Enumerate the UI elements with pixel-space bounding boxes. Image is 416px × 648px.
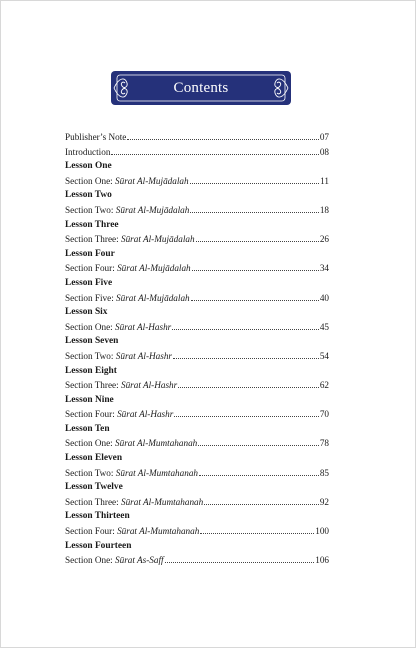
table-of-contents [65,130,329,568]
toc-entry [65,495,329,510]
toc-entry [65,407,329,422]
toc-page-number: 40 [319,292,329,303]
toc-dot-leader [191,291,319,301]
toc-dot-leader [199,466,319,476]
toc-dot-leader [200,524,314,534]
toc-lesson-heading: Lesson Twelve [65,482,123,493]
toc-entry-label: Section Three: Sūrat Al-Mujādalah [65,234,195,245]
toc-dot-leader [172,320,319,330]
toc-dot-leader [190,203,318,213]
toc-lesson-heading: Lesson Fourteen [65,540,132,551]
toc-entry-label: Section Three: Sūrat Al-Hashr [65,380,178,391]
toc-dot-leader [165,553,315,563]
toc-entry-label: Section One: Sūrat Al-Hashr [65,321,172,332]
toc-entry [65,553,329,568]
toc-page-number: 100 [315,526,329,537]
toc-entry-label: Section Four: Sūrat Al-Hashr [65,409,174,420]
toc-dot-leader [111,145,318,155]
toc-page-number: 34 [319,263,329,274]
toc-entry-label: Introduction [65,146,111,157]
toc-entry-label: Section One: Sūrat As-Saff [65,555,164,566]
toc-lesson-heading: Lesson Nine [65,394,114,405]
toc-lesson-heading: Lesson Six [65,307,108,318]
toc-page-number: 92 [319,496,329,507]
toc-entry [65,436,329,451]
toc-lesson-heading: Lesson Two [65,190,112,201]
toc-lesson-heading: Lesson Four [65,248,115,259]
toc-entry-label: Section Two: Sūrat Al-Hashr [65,350,172,361]
toc-entry [65,291,329,306]
toc-page-number: 08 [319,146,329,157]
toc-page-number: 62 [319,380,329,391]
toc-page-number: 106 [315,555,329,566]
toc-dot-leader [196,232,319,242]
toc-page-number: 54 [319,350,329,361]
page-title: Contents [173,80,229,96]
toc-lesson-heading: Lesson Five [65,277,113,288]
toc-entry [65,378,329,393]
toc-page-number: 26 [319,234,329,245]
toc-page-number: 07 [319,132,329,142]
toc-entry-label: Section One: Sūrat Al-Mujādalah [65,175,189,186]
toc-dot-leader [198,436,319,446]
toc-page-number: 70 [319,409,329,420]
toc-entry-label: Publisher’s Note [65,132,127,142]
toc-entry-label: Section Two: Sūrat Al-Mujādalah [65,204,190,215]
toc-dot-leader [204,495,319,505]
toc-lesson-heading: Lesson Eight [65,365,117,376]
toc-page-number: 45 [319,321,329,332]
toc-dot-leader [173,349,319,359]
toc-dot-leader [127,130,318,140]
toc-entry [65,320,329,335]
toc-entry-label: Section Four: Sūrat Al-Mumtahanah [65,526,200,537]
contents-banner [111,71,291,105]
toc-entry [65,524,329,539]
toc-lesson-heading: Lesson One [65,161,112,172]
toc-dot-leader [174,407,319,417]
toc-entry-label: Section Two: Sūrat Al-Mumtahanah [65,467,199,478]
toc-entry [65,130,329,145]
toc-dot-leader [190,174,320,184]
toc-lesson-heading: Lesson Seven [65,336,119,347]
toc-dot-leader [178,378,319,388]
toc-entry [65,261,329,276]
toc-entry-label: Section One: Sūrat Al-Mumtahanah [65,438,198,449]
toc-entry [65,232,329,247]
toc-lesson-heading: Lesson Eleven [65,453,123,464]
toc-lesson-heading: Lesson Three [65,219,119,230]
toc-lesson-heading: Lesson Ten [65,423,110,434]
toc-entry [65,466,329,481]
toc-lesson-heading: Lesson Thirteen [65,511,130,522]
toc-entry [65,203,329,218]
toc-entry [65,174,329,189]
toc-entry-label: Section Four: Sūrat Al-Mujādalah [65,263,191,274]
toc-page-number: 78 [319,438,329,449]
toc-page-number: 11 [320,175,329,186]
toc-entry [65,349,329,364]
toc-entry-label: Section Three: Sūrat Al-Mumtahanah [65,496,204,507]
toc-page-number: 85 [319,467,329,478]
toc-dot-leader [192,261,319,271]
toc-page-number: 18 [319,204,329,215]
toc-entry [65,145,329,160]
toc-entry-label: Section Five: Sūrat Al-Mujādalah [65,292,190,303]
